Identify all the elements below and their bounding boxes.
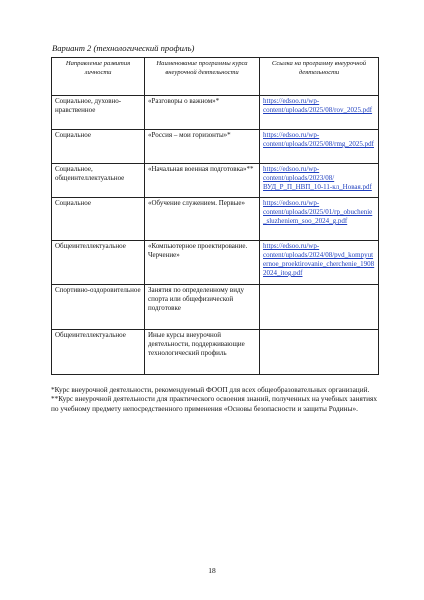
row-program: Занятия по определенному виду спорта или общефизической подготовке — [145, 285, 260, 330]
row-direction: Спортивно-оздоровительное — [52, 285, 145, 330]
footnote-1: *Курс внеурочной деятельности, рекомендуемый ФООП для всех общеобразовательных организаций. — [51, 385, 370, 394]
table-row — [52, 241, 379, 285]
table-row — [52, 285, 379, 330]
row-direction: Социальное — [52, 198, 145, 241]
header-program: Наименование программы курса внеурочной деятельности — [145, 58, 260, 96]
table-row — [52, 330, 379, 375]
header-direction: Направление развития личности — [52, 58, 145, 96]
table-row — [52, 130, 379, 164]
row-program: «Россия – мои горизонты»* — [145, 130, 260, 164]
row-program: «Разговоры о важном»* — [145, 96, 260, 130]
header-link: Ссылка на программу внеурочной деятельности — [260, 58, 379, 96]
footnotes — [51, 385, 377, 413]
row-program-link[interactable]: https://edsoo.ru/wp-content/uploads/2024/08/pvd_kompyuternoe_proektirovanie_cherchenie_19082024_itog.pdf — [260, 241, 379, 285]
row-program: Иные курсы внеурочной деятельности, поддерживающие технологический профиль — [145, 330, 260, 375]
row-program: «Начальная военная подготовка»** — [145, 164, 260, 198]
row-program-link — [260, 285, 379, 330]
row-program: «Компьютерное проектирование. Черчение» — [145, 241, 260, 285]
row-direction: Социальное, общеинтеллектуальное — [52, 164, 145, 198]
footnote-2: **Курс внеурочной деятельности для практического освоения знаний, полученных на учебных занятиях по учебному предмету непосредственного применения «Основы безопасности и защиты Родины». — [51, 394, 377, 413]
row-direction: Социальное — [52, 130, 145, 164]
page-number: 18 — [208, 566, 216, 575]
row-program-link[interactable]: https://edsoo.ru/wp-content/uploads/2025/01/rp_obuchenie_sluzheniem_soo_2024_g.pdf — [260, 198, 379, 241]
row-direction: Общеинтеллектуальное — [52, 330, 145, 375]
table-row — [52, 198, 379, 241]
row-direction: Социальное, духовно-нравственное — [52, 96, 145, 130]
row-program-link[interactable]: https://edsoo.ru/wp-content/uploads/2023/08/ВУД_Р_П_НВП_10-11-кл_Новая.pdf — [260, 164, 379, 198]
row-program-link — [260, 330, 379, 375]
table-header-row — [52, 58, 379, 96]
table-row — [52, 164, 379, 198]
table-row — [52, 96, 379, 130]
row-program: «Обучение служением. Первые» — [145, 198, 260, 241]
variant-heading: Вариант 2 (технологический профиль) — [52, 43, 195, 53]
row-direction: Общеинтеллектуальное — [52, 241, 145, 285]
extracurricular-table — [51, 57, 379, 375]
row-program-link[interactable]: https://edsoo.ru/wp-content/uploads/2025/08/rmg_2025.pdf — [260, 130, 379, 164]
row-program-link[interactable]: https://edsoo.ru/wp-content/uploads/2025/08/rov_2025.pdf — [260, 96, 379, 130]
